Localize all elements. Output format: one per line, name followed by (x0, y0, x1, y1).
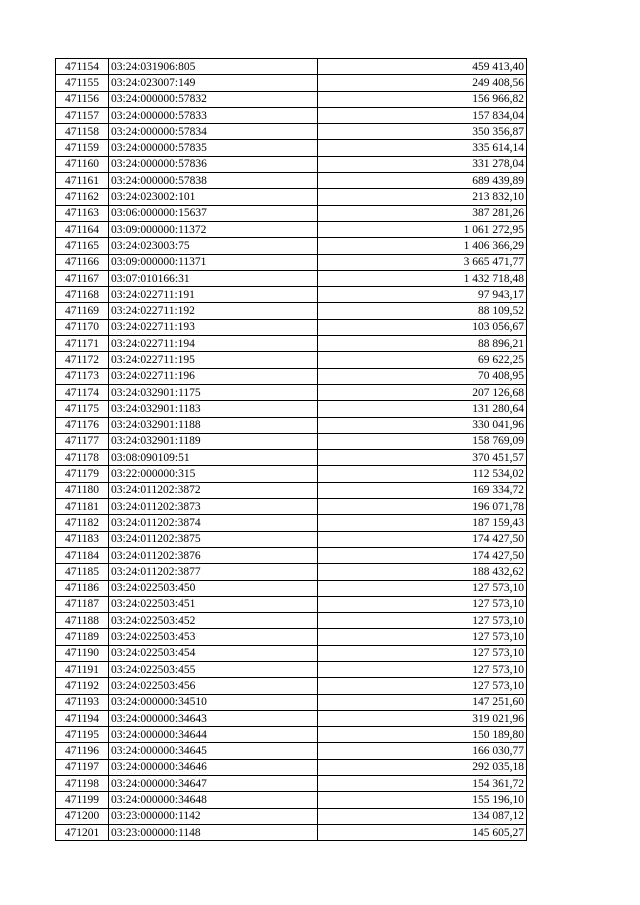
value-cell: 459 413,40 (318, 59, 527, 75)
table-row (56, 792, 527, 808)
value-cell: 155 196,10 (318, 792, 527, 808)
row-id-cell: 471160 (56, 156, 109, 172)
row-id-cell: 471182 (56, 515, 109, 531)
cadastral-number-cell: 03:24:022503:453 (109, 629, 318, 645)
row-id-cell: 471173 (56, 368, 109, 384)
value-cell: 97 943,17 (318, 287, 527, 303)
table-row (56, 319, 527, 335)
value-cell: 127 573,10 (318, 613, 527, 629)
row-id-cell: 471166 (56, 254, 109, 270)
value-cell: 157 834,04 (318, 107, 527, 123)
table-row (56, 124, 527, 140)
table-row (56, 776, 527, 792)
table-row (56, 368, 527, 384)
cadastral-number-cell: 03:24:000000:57834 (109, 124, 318, 140)
row-id-cell: 471157 (56, 107, 109, 123)
value-cell: 127 573,10 (318, 678, 527, 694)
row-id-cell: 471196 (56, 743, 109, 759)
row-id-cell: 471167 (56, 270, 109, 286)
cadastral-number-cell: 03:24:023002:101 (109, 189, 318, 205)
cadastral-number-cell: 03:24:000000:34646 (109, 759, 318, 775)
cadastral-number-cell: 03:09:000000:11372 (109, 221, 318, 237)
value-cell: 1 432 718,48 (318, 270, 527, 286)
table-row (56, 75, 527, 91)
cadastral-number-cell: 03:24:011202:3875 (109, 531, 318, 547)
row-id-cell: 471170 (56, 319, 109, 335)
row-id-cell: 471178 (56, 450, 109, 466)
value-cell: 174 427,50 (318, 531, 527, 547)
cadastral-number-cell: 03:07:010166:31 (109, 270, 318, 286)
cadastral-number-cell: 03:24:000000:57838 (109, 173, 318, 189)
row-id-cell: 471191 (56, 661, 109, 677)
cadastral-number-cell: 03:24:000000:34643 (109, 710, 318, 726)
value-cell: 127 573,10 (318, 580, 527, 596)
value-cell: 154 361,72 (318, 776, 527, 792)
row-id-cell: 471193 (56, 694, 109, 710)
row-id-cell: 471161 (56, 173, 109, 189)
row-id-cell: 471192 (56, 678, 109, 694)
table-row (56, 645, 527, 661)
row-id-cell: 471172 (56, 352, 109, 368)
row-id-cell: 471190 (56, 645, 109, 661)
value-cell: 127 573,10 (318, 645, 527, 661)
row-id-cell: 471171 (56, 336, 109, 352)
table-row (56, 678, 527, 694)
value-cell: 249 408,56 (318, 75, 527, 91)
cadastral-number-cell: 03:24:022711:196 (109, 368, 318, 384)
cadastral-number-cell: 03:24:000000:57836 (109, 156, 318, 172)
table-row (56, 482, 527, 498)
cadastral-number-cell: 03:24:032901:1188 (109, 417, 318, 433)
row-id-cell: 471184 (56, 547, 109, 563)
cadastral-number-cell: 03:22:000000:315 (109, 466, 318, 482)
table-row (56, 531, 527, 547)
cadastral-number-cell: 03:23:000000:1148 (109, 824, 318, 840)
cadastral-number-cell: 03:24:000000:57833 (109, 107, 318, 123)
table-row (56, 743, 527, 759)
table-body (56, 59, 527, 841)
row-id-cell: 471181 (56, 499, 109, 515)
value-cell: 1 061 272,95 (318, 221, 527, 237)
table-row (56, 450, 527, 466)
value-cell: 330 041,96 (318, 417, 527, 433)
value-cell: 196 071,78 (318, 499, 527, 515)
table-row (56, 629, 527, 645)
cadastral-number-cell: 03:24:000000:34645 (109, 743, 318, 759)
row-id-cell: 471155 (56, 75, 109, 91)
cadastral-number-cell: 03:24:023007:149 (109, 75, 318, 91)
value-cell: 127 573,10 (318, 629, 527, 645)
table-row (56, 417, 527, 433)
value-cell: 127 573,10 (318, 661, 527, 677)
value-cell: 134 087,12 (318, 808, 527, 824)
cadastral-number-cell: 03:24:000000:34647 (109, 776, 318, 792)
cadastral-number-cell: 03:24:000000:57832 (109, 91, 318, 107)
table-row (56, 547, 527, 563)
table-row (56, 156, 527, 172)
value-cell: 150 189,80 (318, 727, 527, 743)
table-row (56, 401, 527, 417)
cadastral-number-cell: 03:23:000000:1142 (109, 808, 318, 824)
row-id-cell: 471162 (56, 189, 109, 205)
table-row (56, 661, 527, 677)
value-cell: 131 280,64 (318, 401, 527, 417)
value-cell: 145 605,27 (318, 824, 527, 840)
table-row (56, 91, 527, 107)
table-row (56, 564, 527, 580)
table-row (56, 596, 527, 612)
table-row (56, 238, 527, 254)
data-table (55, 58, 527, 841)
cadastral-number-cell: 03:24:011202:3877 (109, 564, 318, 580)
cadastral-number-cell: 03:24:022503:450 (109, 580, 318, 596)
value-cell: 166 030,77 (318, 743, 527, 759)
value-cell: 319 021,96 (318, 710, 527, 726)
row-id-cell: 471158 (56, 124, 109, 140)
value-cell: 88 109,52 (318, 303, 527, 319)
value-cell: 331 278,04 (318, 156, 527, 172)
row-id-cell: 471195 (56, 727, 109, 743)
row-id-cell: 471177 (56, 433, 109, 449)
value-cell: 174 427,50 (318, 547, 527, 563)
table-row (56, 107, 527, 123)
cadastral-number-cell: 03:24:022711:192 (109, 303, 318, 319)
value-cell: 147 251,60 (318, 694, 527, 710)
cadastral-number-cell: 03:24:000000:34648 (109, 792, 318, 808)
row-id-cell: 471165 (56, 238, 109, 254)
row-id-cell: 471199 (56, 792, 109, 808)
value-cell: 88 896,21 (318, 336, 527, 352)
table-row (56, 205, 527, 221)
value-cell: 292 035,18 (318, 759, 527, 775)
value-cell: 158 769,09 (318, 433, 527, 449)
cadastral-number-cell: 03:24:011202:3876 (109, 547, 318, 563)
value-cell: 689 439,89 (318, 173, 527, 189)
cadastral-number-cell: 03:24:011202:3873 (109, 499, 318, 515)
row-id-cell: 471188 (56, 613, 109, 629)
cadastral-number-cell: 03:24:032901:1183 (109, 401, 318, 417)
table-row (56, 613, 527, 629)
row-id-cell: 471156 (56, 91, 109, 107)
cadastral-number-cell: 03:24:022503:454 (109, 645, 318, 661)
row-id-cell: 471163 (56, 205, 109, 221)
cadastral-number-cell: 03:24:031906:805 (109, 59, 318, 75)
cadastral-number-cell: 03:24:032901:1189 (109, 433, 318, 449)
value-cell: 187 159,43 (318, 515, 527, 531)
row-id-cell: 471200 (56, 808, 109, 824)
row-id-cell: 471174 (56, 384, 109, 400)
row-id-cell: 471198 (56, 776, 109, 792)
value-cell: 1 406 366,29 (318, 238, 527, 254)
table-row (56, 466, 527, 482)
table-row (56, 727, 527, 743)
value-cell: 188 432,62 (318, 564, 527, 580)
cadastral-number-cell: 03:24:011202:3872 (109, 482, 318, 498)
table-row (56, 824, 527, 840)
value-cell: 335 614,14 (318, 140, 527, 156)
cadastral-number-cell: 03:24:022503:456 (109, 678, 318, 694)
cadastral-number-cell: 03:24:022711:193 (109, 319, 318, 335)
value-cell: 112 534,02 (318, 466, 527, 482)
row-id-cell: 471201 (56, 824, 109, 840)
cadastral-number-cell: 03:08:090109:51 (109, 450, 318, 466)
table-row (56, 515, 527, 531)
cadastral-number-cell: 03:24:000000:34644 (109, 727, 318, 743)
row-id-cell: 471186 (56, 580, 109, 596)
value-cell: 169 334,72 (318, 482, 527, 498)
table-row (56, 336, 527, 352)
cadastral-number-cell: 03:24:011202:3874 (109, 515, 318, 531)
cadastral-number-cell: 03:24:023003:75 (109, 238, 318, 254)
cadastral-number-cell: 03:24:022711:194 (109, 336, 318, 352)
value-cell: 207 126,68 (318, 384, 527, 400)
cadastral-number-cell: 03:24:000000:57835 (109, 140, 318, 156)
value-cell: 350 356,87 (318, 124, 527, 140)
cadastral-number-cell: 03:24:022503:451 (109, 596, 318, 612)
row-id-cell: 471159 (56, 140, 109, 156)
row-id-cell: 471164 (56, 221, 109, 237)
cadastral-number-cell: 03:06:000000:15637 (109, 205, 318, 221)
table-row (56, 189, 527, 205)
row-id-cell: 471194 (56, 710, 109, 726)
cadastral-number-cell: 03:24:022503:455 (109, 661, 318, 677)
table-row (56, 173, 527, 189)
row-id-cell: 471176 (56, 417, 109, 433)
table-row (56, 303, 527, 319)
table-row (56, 287, 527, 303)
row-id-cell: 471154 (56, 59, 109, 75)
row-id-cell: 471179 (56, 466, 109, 482)
table-row (56, 254, 527, 270)
cadastral-number-cell: 03:24:022711:195 (109, 352, 318, 368)
table-row (56, 59, 527, 75)
row-id-cell: 471187 (56, 596, 109, 612)
cadastral-number-cell: 03:24:000000:34510 (109, 694, 318, 710)
cadastral-number-cell: 03:24:032901:1175 (109, 384, 318, 400)
table-row (56, 759, 527, 775)
table-row (56, 384, 527, 400)
row-id-cell: 471180 (56, 482, 109, 498)
value-cell: 370 451,57 (318, 450, 527, 466)
cadastral-number-cell: 03:09:000000:11371 (109, 254, 318, 270)
table-row (56, 140, 527, 156)
value-cell: 127 573,10 (318, 596, 527, 612)
row-id-cell: 471175 (56, 401, 109, 417)
table-row (56, 352, 527, 368)
value-cell: 70 408,95 (318, 368, 527, 384)
row-id-cell: 471183 (56, 531, 109, 547)
table-row (56, 221, 527, 237)
value-cell: 69 622,25 (318, 352, 527, 368)
table-row (56, 710, 527, 726)
row-id-cell: 471168 (56, 287, 109, 303)
value-cell: 387 281,26 (318, 205, 527, 221)
table-row (56, 433, 527, 449)
table-row (56, 499, 527, 515)
cadastral-number-cell: 03:24:022711:191 (109, 287, 318, 303)
value-cell: 103 056,67 (318, 319, 527, 335)
row-id-cell: 471189 (56, 629, 109, 645)
table-row (56, 580, 527, 596)
table-row (56, 694, 527, 710)
value-cell: 3 665 471,77 (318, 254, 527, 270)
row-id-cell: 471197 (56, 759, 109, 775)
table-row (56, 808, 527, 824)
value-cell: 156 966,82 (318, 91, 527, 107)
table-row (56, 270, 527, 286)
row-id-cell: 471169 (56, 303, 109, 319)
cadastral-number-cell: 03:24:022503:452 (109, 613, 318, 629)
row-id-cell: 471185 (56, 564, 109, 580)
value-cell: 213 832,10 (318, 189, 527, 205)
